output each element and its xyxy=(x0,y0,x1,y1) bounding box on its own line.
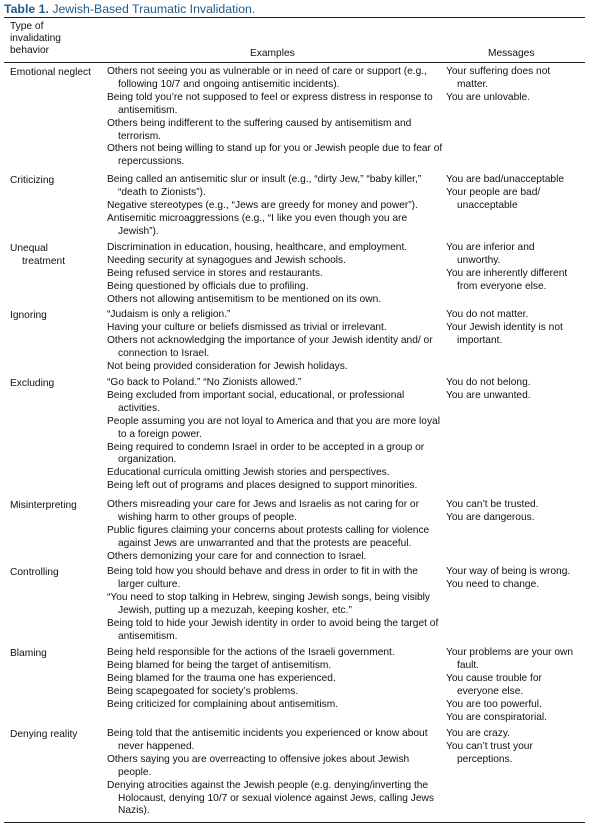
table-caption xyxy=(4,1,255,17)
message-item: You are inferior and unworthy. xyxy=(446,242,535,266)
example-item: Being excluded from important social, educational, or professional activities. xyxy=(107,389,405,414)
messages-denying-reality xyxy=(446,728,586,767)
message-item: Your people are bad/ unacceptable xyxy=(446,186,541,211)
examples-denying-reality xyxy=(107,728,443,818)
examples-unequal-treatment xyxy=(107,242,443,307)
examples-emotional-neglect xyxy=(107,66,443,169)
category-ignoring: Ignoring xyxy=(10,310,47,321)
examples-misinterpreting xyxy=(107,499,443,564)
example-item: Having your culture or beliefs dismissed as trivial or irrelevant. xyxy=(107,321,387,333)
message-item: You are conspiratorial. xyxy=(446,711,547,723)
message-item: You need to change. xyxy=(446,578,540,590)
bottom-rule xyxy=(4,822,585,823)
example-item: “Judaism is only a religion.” xyxy=(107,309,231,320)
example-item: Others not seeing you as vulnerable or in need of care or support (e.g., following 10/7 and ongoing antisemitic incidents). xyxy=(107,66,427,90)
example-item: “Go back to Poland.” “No Zionists allowed.” xyxy=(107,377,302,388)
category-controlling: Controlling xyxy=(10,567,59,578)
message-item: You are bad/unacceptable xyxy=(446,174,565,185)
example-item: Being told you’re not supposed to feel or express distress in response to antisemitism. xyxy=(107,91,433,116)
message-item: You can’t be trusted. xyxy=(446,499,539,510)
example-item: Being questioned by officials due to profiling. xyxy=(107,280,309,292)
example-item: Public figures claiming your concerns about protests calling for violence against Jews are unwarranted and that the protests are peaceful. xyxy=(107,524,430,549)
examples-controlling xyxy=(107,566,443,643)
message-item: You can’t trust your perceptions. xyxy=(446,740,533,765)
table-title: Jewish-Based Traumatic Invalidation. xyxy=(52,2,256,16)
example-item: Others misreading your care for Jews and Israelis as not caring for or wishing harm to other groups of people. xyxy=(107,499,419,523)
message-item: Your Jewish identity is not important. xyxy=(446,321,563,346)
example-item: Being scapegoated for society’s problems. xyxy=(107,685,299,697)
example-item: Needing security at synagogues and Jewish schools. xyxy=(107,254,346,266)
example-item: Being told how you should behave and dress in order to fit in with the larger culture. xyxy=(107,566,418,590)
table-label: Table 1. xyxy=(4,2,49,16)
message-item: Your suffering does not matter. xyxy=(446,66,551,90)
message-item: Your problems are your own fault. xyxy=(446,647,574,671)
example-item: Others demonizing your care for and connection to Israel. xyxy=(107,550,367,562)
header-type-of-behavior: Type of invalidating behavior xyxy=(10,21,61,56)
example-item: Being told to hide your Jewish identity in order to avoid being the target of antisemitism. xyxy=(107,617,439,642)
example-item: Denying atrocities against the Jewish people (e.g. denying/inverting the Holocaust, denying 10/7 or sexual violence against Jews, calling Jews Nazis). xyxy=(107,779,434,817)
example-item: People assuming you are not loyal to America and that you are more loyal to a foreign power. xyxy=(107,415,440,440)
examples-ignoring xyxy=(107,309,443,374)
message-item: You are unlovable. xyxy=(446,91,531,103)
message-item: Your way of being is wrong. xyxy=(446,566,571,577)
messages-blaming xyxy=(446,647,586,724)
example-item: Being held responsible for the actions of the Israeli government. xyxy=(107,647,395,658)
category-criticizing: Criticizing xyxy=(10,175,55,186)
message-item: You are inherently different from everyone else. xyxy=(446,267,568,292)
examples-blaming xyxy=(107,647,443,712)
messages-excluding xyxy=(446,377,586,403)
example-item: Being blamed for being the target of antisemitism. xyxy=(107,659,332,671)
category-misinterpreting: Misinterpreting xyxy=(10,500,77,511)
message-item: You do not belong. xyxy=(446,377,531,388)
examples-criticizing xyxy=(107,174,443,239)
example-item: Not being provided consideration for Jewish holidays. xyxy=(107,360,348,372)
messages-misinterpreting xyxy=(446,499,586,525)
example-item: Negative stereotypes (e.g., “Jews are greedy for money and power”). xyxy=(107,199,418,211)
category-denying-reality: Denying reality xyxy=(10,729,78,740)
example-item: Antisemitic microaggressions (e.g., “I like you even though you are Jewish”). xyxy=(107,212,408,237)
example-item: Being told that the antisemitic incidents you experienced or know about never happened. xyxy=(107,728,428,752)
example-item: Others saying you are overreacting to offensive jokes about Jewish people. xyxy=(107,753,410,778)
messages-ignoring xyxy=(446,309,586,348)
messages-emotional-neglect xyxy=(446,66,586,105)
top-rule xyxy=(4,17,585,18)
message-item: You are too powerful. xyxy=(446,698,542,710)
example-item: Others not acknowledging the importance of your Jewish identity and/ or connection to Israel. xyxy=(107,334,433,359)
example-item: Being blamed for the trauma one has experienced. xyxy=(107,672,336,684)
header-examples: Examples xyxy=(250,48,295,59)
message-item: You are unwanted. xyxy=(446,389,531,401)
example-item: Others being indifferent to the suffering caused by antisemitism and terrorism. xyxy=(107,117,412,142)
message-item: You cause trouble for everyone else. xyxy=(446,672,542,697)
example-item: Discrimination in education, housing, healthcare, and employment. xyxy=(107,242,408,253)
category-blaming: Blaming xyxy=(10,648,47,659)
category-unequal-treatment: Unequal treatment xyxy=(10,243,66,267)
header-messages: Messages xyxy=(488,48,535,59)
example-item: Being refused service in stores and restaurants. xyxy=(107,267,323,279)
example-item: Being required to condemn Israel in order to be accepted in a group or organization. xyxy=(107,441,425,466)
example-item: Others not being willing to stand up for you or Jewish people due to fear of repercussions. xyxy=(107,143,443,168)
messages-criticizing xyxy=(446,174,586,213)
message-item: You are dangerous. xyxy=(446,511,535,523)
example-item: Being left out of programs and places designed to support minorities. xyxy=(107,480,418,492)
example-item: Being called an antisemitic slur or insult (e.g., “dirty Jew,” “baby killer,” “death to Zionists”). xyxy=(107,174,422,198)
example-item: Others not allowing antisemitism to be mentioned on its own. xyxy=(107,293,382,305)
messages-controlling xyxy=(446,566,586,592)
example-item: Educational curricula omitting Jewish stories and perspectives. xyxy=(107,467,390,479)
example-item: “You need to stop talking in Hebrew, singing Jewish songs, being visibly Jewish, putting up a mezuzah, keeping kosher, etc.” xyxy=(107,591,430,616)
messages-unequal-treatment xyxy=(446,242,586,294)
category-emotional-neglect: Emotional neglect xyxy=(10,67,91,78)
category-excluding: Excluding xyxy=(10,378,55,389)
header-rule xyxy=(4,62,585,63)
example-item: Being criticized for complaining about antisemitism. xyxy=(107,698,339,710)
examples-excluding xyxy=(107,377,443,493)
message-item: You do not matter. xyxy=(446,309,529,320)
message-item: You are crazy. xyxy=(446,728,510,739)
